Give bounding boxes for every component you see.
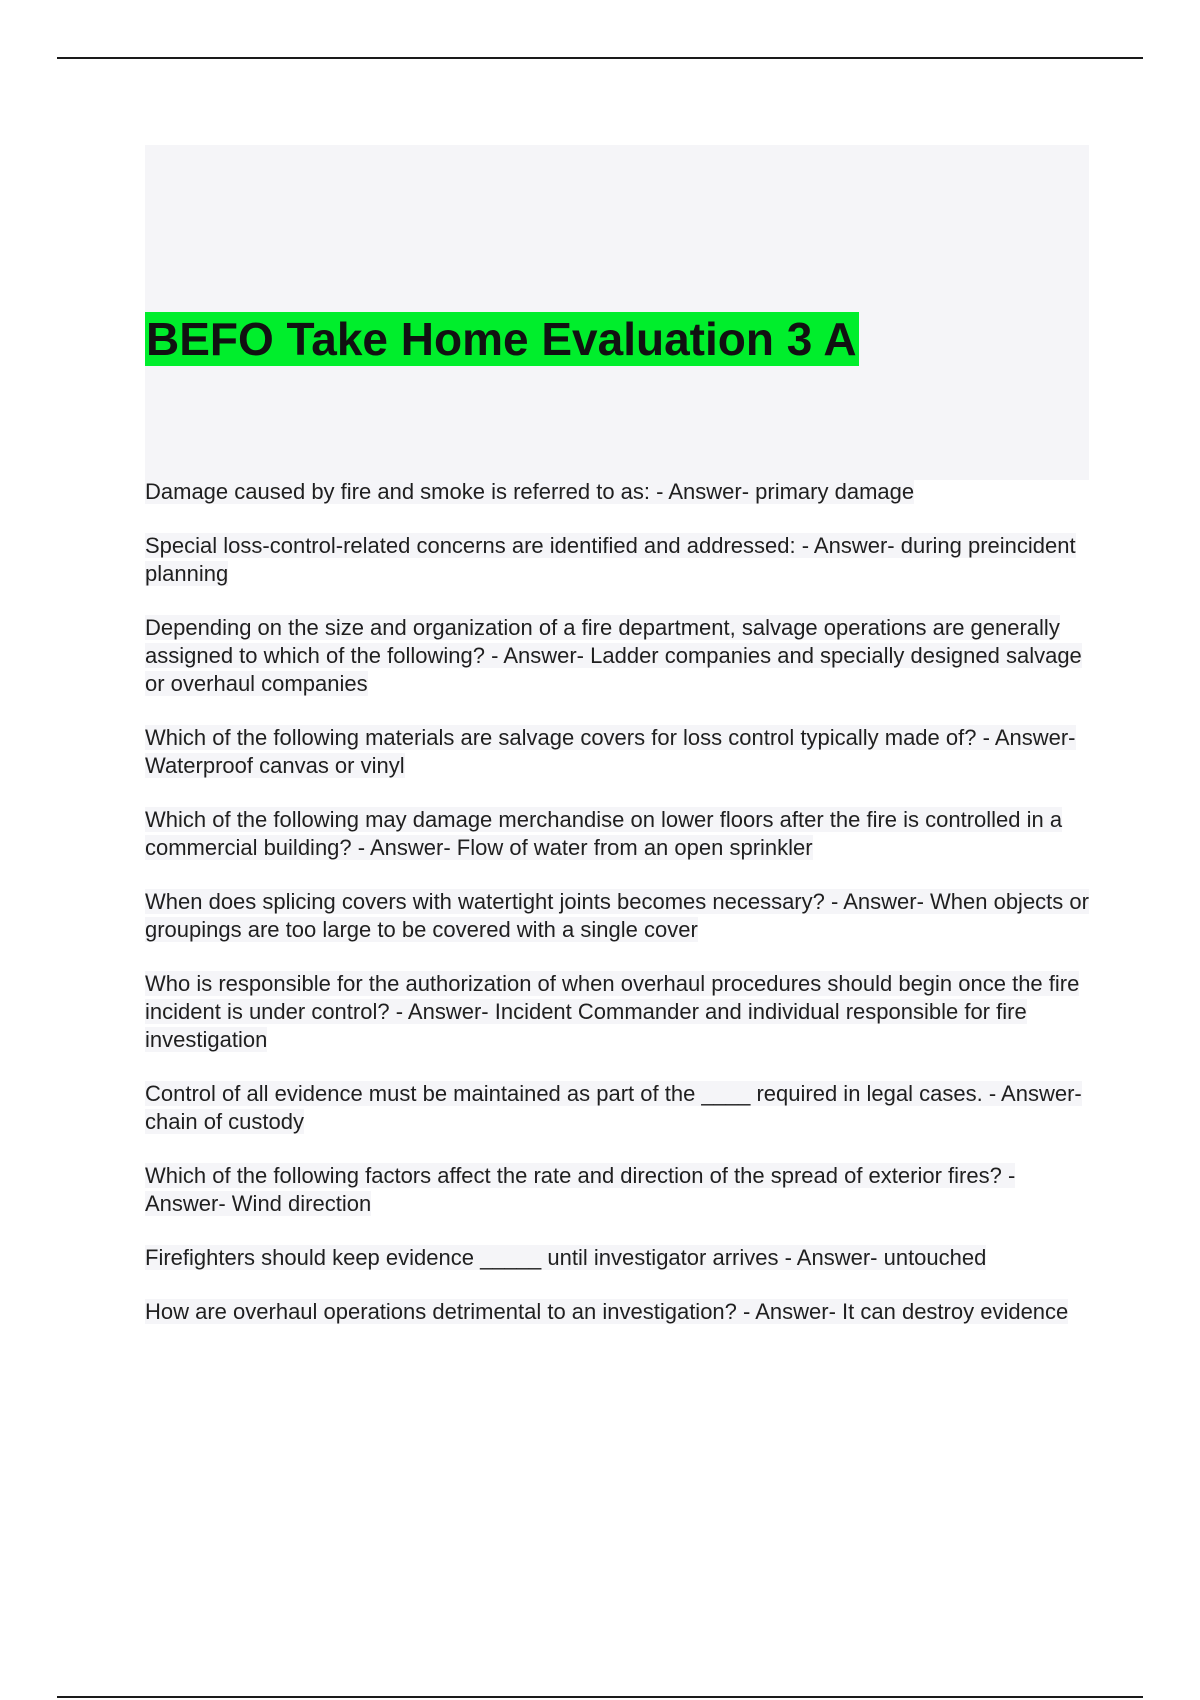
bottom-rule bbox=[57, 1696, 1143, 1698]
qa-text: Damage caused by fire and smoke is referred to as: - Answer- primary damage bbox=[145, 479, 915, 504]
qa-text: Depending on the size and organization of a fire department, salvage operations are generally assigned to which of the following? - Answer- Ladder companies and specially designed salvage or overhaul companies bbox=[145, 615, 1082, 696]
qa-text: When does splicing covers with watertight joints becomes necessary? - Answer- When objects or groupings are too large to be covered with a single cover bbox=[145, 889, 1089, 942]
qa-text: Special loss-control-related concerns are identified and addressed: - Answer- during preincident planning bbox=[145, 533, 1076, 586]
qa-item bbox=[145, 724, 1095, 780]
qa-text: Who is responsible for the authorization of when overhaul procedures should begin once the fire incident is under control? - Answer- Incident Commander and individual responsible for fire investigation bbox=[145, 971, 1080, 1052]
qa-text: Control of all evidence must be maintained as part of the ____ required in legal cases. - Answer- chain of custody bbox=[145, 1081, 1082, 1134]
qa-list bbox=[145, 478, 1095, 1352]
page-title: BEFO Take Home Evaluation 3 A bbox=[146, 313, 857, 365]
qa-item bbox=[145, 888, 1095, 944]
qa-item bbox=[145, 1080, 1095, 1136]
qa-item bbox=[145, 478, 1095, 506]
qa-text: How are overhaul operations detrimental to an investigation? - Answer- It can destroy evidence bbox=[145, 1299, 1069, 1324]
qa-item bbox=[145, 532, 1095, 588]
qa-text: Which of the following materials are salvage covers for loss control typically made of? - Answer- Waterproof canvas or vinyl bbox=[145, 725, 1076, 778]
qa-item bbox=[145, 970, 1095, 1054]
qa-item bbox=[145, 614, 1095, 698]
title-block bbox=[145, 145, 1089, 480]
qa-text: Firefighters should keep evidence _____ until investigator arrives - Answer- untouched bbox=[145, 1245, 987, 1270]
qa-item bbox=[145, 1162, 1095, 1218]
qa-item bbox=[145, 1244, 1095, 1272]
qa-text: Which of the following factors affect the rate and direction of the spread of exterior fires? - Answer- Wind direction bbox=[145, 1163, 1016, 1216]
qa-item bbox=[145, 1298, 1095, 1326]
top-rule bbox=[57, 57, 1143, 59]
qa-item bbox=[145, 806, 1095, 862]
qa-text: Which of the following may damage merchandise on lower floors after the fire is controlled in a commercial building? - Answer- Flow of water from an open sprinkler bbox=[145, 807, 1063, 860]
